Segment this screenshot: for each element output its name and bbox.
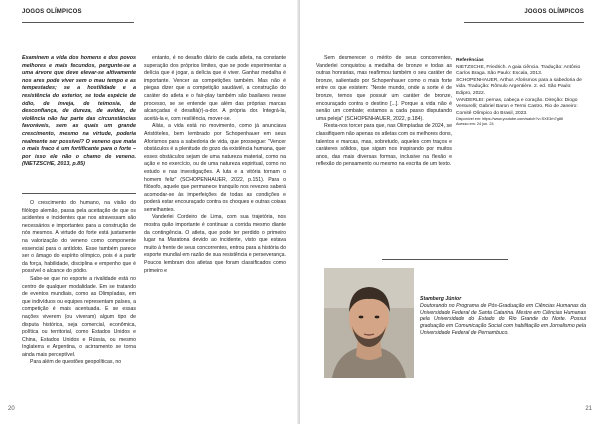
references-title: Referências <box>456 58 484 63</box>
left-column-2 <box>144 55 286 275</box>
right-page-number: 21 <box>585 406 592 412</box>
left-page-number: 20 <box>8 406 15 412</box>
right-page <box>300 0 600 424</box>
left-page-header: JOGOS OLÍMPICOS <box>22 9 82 15</box>
paragraph: Resta-nos torcer para que, nas Olimpíadas de 2024, se classifiquem não apenas os atletas com os melhores dons, talentos e marcas, mas, sobretudo, aqueles com traços e caráteres sólidos, que sigam nos inspirando por muitos anos, das mais diversas formas, inclusive na flexão e reflexão do pensamento ou mesmo na escrita de um texto. <box>316 123 452 168</box>
paragraph: entanto, é no desafio diário de cada atleta, na constante superação dos próprios limites, que se pode experimentar a delícia que é jogar, a delícia que é viver. Ganhar medalha é importante. Vencer as competições também. Mas não é piegas dizer que a competição saudável, a construção do caráter do atleta e o fair-play também são basilares nesse processo, se se entende que além das próprias marcas alcançadas é desafiá(r)-a-dor. A própria dor. Integrá-la, aceitá-la e, com resiliência, mover-se. <box>144 55 286 122</box>
reference-item: NIETZSCHE, Friedrich. A gaia ciência. Tradução: Antônio Carlos Braga. São Paulo: Escala, 2013. <box>456 64 581 77</box>
paragraph: Sabe-se que no esporte a rivalidade está no centro de qualquer modalidade. Em se tratando de eventos mundiais, como as Olimpíadas, em que indivíduos ou equipes representam países, a competição é mais acentuada. E se essas nações viverem (ou viveram) algum tipo de disputa histórica, seja comercial, econômica, política ou territorial, como Estados Unidos e China, Estados Unidos e Rússia, ou mesmo Inglaterra e Argentina, o acirramento se torna ainda mais perceptível. <box>22 275 136 358</box>
author-photo <box>324 268 414 378</box>
quote-rule <box>22 193 136 194</box>
quote-citation: (NIETZSCHE, 2013, p.85) <box>22 161 85 168</box>
author-portrait-icon <box>324 268 414 378</box>
paragraph: Vanderlei Cordeiro de Lima, com sua trajetória, nos mostra quão importante é continuar a corrida mesmo diante da contingência. O atleta, que pode ter perdido o primeiro lugar na Maratona devido ao incidente, visto que estava muito à frente de seus concorrentes, entrou para a história do esporte mundial em razão de sua resistência e perseverança. Poucos lembram dos atletas que foram classificados como primeiro e <box>144 214 286 274</box>
quote-text: Examinem a vida dos homens e dos povos melhores e mais fecundos, pergunte-se a uma árvore que deve elevar-se altivamente nos ares pode viver sem o mau tempo e as tempestades; se a hostilidade e a resistência do exterior, se toda espécie de ódio, de inveja, de teimosia, de desconfiança, de dureza, de avidez, de violência não faz parte das circunstâncias favoráveis, sem as quais um grande crescimento, mesmo na virtude, poderia realmente ser possível? O veneno que mata o mais fraco é um fortificante para o forte – por isso ele não o chamo de veneno. <box>22 55 136 160</box>
left-header-rule <box>22 22 134 23</box>
reference-item: SCHOPENHAUER, Arthur. Aforismos para a sabedoria de vida. Tradução: Rômulo Argentière. 2. ed. São Paulo: Edipro, 2022. <box>456 77 582 96</box>
left-column-1 <box>22 200 136 367</box>
reference-availability: Disponível em: https://www.youtube.com/watch?v=SXE3rh7g8tI <box>456 117 564 122</box>
paragraph: O crescimento do humano, na visão do filólogo alemão, passa pela aceitação de que os acidentes e incidentes que nos atravessam são necessários e importantes para a construção de nós mesmos. A virtude do forte está justamente na valorização do veneno como componente essencial para o antídoto. Esse também parece ser o âmago do espírito olímpico, pois é a partir da força, habilidade, disciplina e empenho que é possível o alcance do pódio. <box>22 200 136 275</box>
right-header-rule <box>464 22 584 23</box>
paragraph: Sem desmerecer o mérito de seus concorrentes, Vanderlei conquistou a medalha de bronze e todas as outras honrarias, mas reafirmou também o seu caráter de bronze, salientado por Schopenhauer como o mais forte entre os que existem: "Neste mundo, onde a sorte é de bronze, temos que possuir um caráter de bronze, encouraçado contra o destino [...]. Porque a vida não é senão um combate; estamos a cada passo disputando uma peleja" (SCHOPENHAUER, 2022, p.184). <box>316 55 452 122</box>
paragraph: Para além de questões geopolíticas, no <box>30 359 122 366</box>
author-name: Stamberg Júnior <box>420 296 462 302</box>
epigraph-quote <box>22 55 136 169</box>
paragraph: Aliás, a vida está no movimento, como já anunciava Aristóteles, bem lembrado por Schopenhauer em seus Aforismos para a sabedoria de vida, que prossegue: "Vencer obstáculos é a plenitude do gozo da existência humana, quer esses obstáculos sejam de uma natureza material, como na ação e no exercício, ou de uma natureza espiritual, como no estudo e nas investigações. A luta e a vitória tornam o homem feliz" (SCHOPENHAUER, 2022, p.151). Para o filósofo, aquele que permanece tranquilo nos revezes saberá acomodar-se às imperfeições de todas as condições e poderá estar encouraçado contra os choques e outras coisas semelhantes. <box>144 123 286 213</box>
author-bio-text: Doutorando no Programa de Pós-Graduação em Ciências Humanas da Universidade Federal de Santa Catarina. Mestre em Ciências Humanas pela Universidade do Estado do Rio Grande do Norte. Possui graduação em Comunicação Social com habilitação em Jornalismo pela Universidade Federal de Pernambuco. <box>420 302 586 336</box>
author-bio <box>420 296 586 337</box>
right-page-header: JOGOS OLÍMPICOS <box>524 9 584 15</box>
reference-item: VANDERLEI: pernas, cabeça e coração. Direção: Diogo Venturelli; Gabriel Baron e Termi Castro. Rio de Janeiro: Comitê Olímpico do Brasil, 2023. <box>456 97 578 116</box>
right-column-1 <box>316 55 452 169</box>
bio-rule <box>382 259 508 260</box>
references <box>456 58 588 127</box>
reference-access: Acesso em: 24 jun. 24 <box>456 122 494 127</box>
